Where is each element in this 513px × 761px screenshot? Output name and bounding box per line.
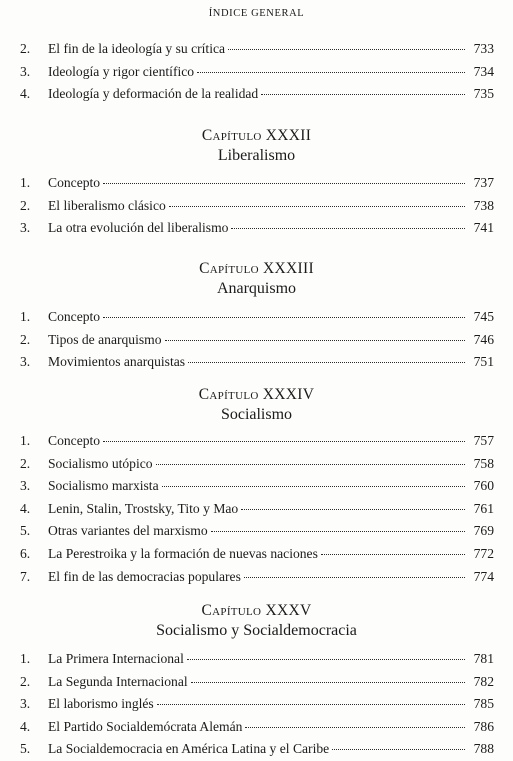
entry-number: 3. [20,354,31,370]
entry-title: Ideología y rigor científico [48,63,195,79]
entry-title: Socialismo marxista [48,478,159,494]
entry-title: Movimientos anarquistas [48,354,186,370]
entry-page: 733 [473,41,494,56]
dot-leader [228,49,465,50]
entry-title: Concepto [48,175,101,190]
entry-title: El fin de la ideología y su crítica [48,41,226,56]
dot-leader [156,464,465,465]
toc-entry [20,430,494,453]
chapter-title: Socialismo y Socialdemocracia [156,622,357,639]
chapter-heading [0,259,513,299]
toc-entry [20,648,494,671]
entry-number: 1. [20,309,31,324]
toc-entry [20,566,494,589]
running-head: ÍNDICE GENERAL [208,8,305,19]
entry-number: 4. [20,500,31,516]
entry-title: Tipos de anarquismo [48,331,162,347]
entry-number: 2. [20,197,31,213]
entry-page: 761 [473,500,494,516]
entry-page: 786 [473,718,494,734]
toc-entry [20,217,494,240]
entry-page: 772 [473,545,494,561]
entry-number: 3. [20,478,31,494]
chapter-heading [0,385,513,425]
chapter-label: Capítulo XXXIV [198,386,315,403]
toc-section [20,172,494,240]
entry-page: 746 [473,331,494,347]
toc-entry [20,329,494,352]
chapter-title: Anarquismo [216,280,297,297]
toc-section-continued [20,38,494,106]
dot-leader [321,554,465,555]
entry-page: 760 [473,478,494,494]
entry-page: 757 [473,433,494,448]
entry-page: 734 [473,63,494,79]
toc-entry [20,351,494,374]
entry-number: 4. [20,86,31,102]
entry-page: 741 [473,220,494,236]
dot-leader [191,682,465,683]
entry-title: Ideología y deformación de la realidad [48,86,259,102]
entry-title: La Socialdemocracia en América Latina y el Caribe [48,741,330,757]
toc-entry [20,520,494,543]
toc-entry [20,172,494,195]
dot-leader [103,441,465,442]
entry-number: 2. [20,455,31,471]
toc-entry [20,543,494,566]
toc-entry [20,83,494,106]
entry-title: La otra evolución del liberalismo [48,220,229,236]
toc-entry [20,693,494,716]
toc-entry [20,306,494,329]
entry-number: 6. [20,545,31,561]
entry-page: 745 [473,309,494,324]
entry-number: 1. [20,433,31,448]
toc-section [20,306,494,374]
toc-entry [20,498,494,521]
entry-number: 3. [20,696,31,712]
toc-entry [20,195,494,218]
chapter-label: Capítulo XXXIII [199,260,314,277]
entry-number: 1. [20,175,31,190]
dot-leader [165,340,465,341]
entry-number: 2. [20,41,31,56]
entry-page: 774 [473,568,494,584]
chapter-label: Capítulo XXXII [201,127,312,144]
chapter-title: Socialismo [220,406,293,423]
toc-entry [20,716,494,739]
entry-page: 785 [473,696,494,712]
entry-number: 3. [20,220,31,236]
entry-title: El Partido Socialdemócrata Alemán [48,718,243,734]
dot-leader [332,749,465,750]
entry-page: 751 [473,354,494,370]
toc-entry [20,453,494,476]
entry-title: El liberalismo clásico [48,197,166,213]
dot-leader [162,486,465,487]
dot-leader [103,183,465,184]
chapter-heading [0,601,513,641]
entry-number: 5. [20,741,31,757]
dot-leader [197,72,465,73]
dot-leader [231,228,465,229]
entry-title: Lenin, Stalin, Trostsky, Tito y Mao [48,500,239,516]
entry-title: El fin de las democracias populares [48,568,241,584]
entry-page: 735 [473,86,494,102]
entry-number: 3. [20,63,31,79]
dot-leader [245,727,465,728]
chapter-heading [0,126,513,166]
entry-number: 7. [20,568,31,584]
toc-entry [20,475,494,498]
entry-number: 2. [20,331,31,347]
entry-title: Socialismo utópico [48,455,153,471]
entry-title: La Segunda Internacional [48,673,188,689]
toc-entry [20,61,494,84]
dot-leader [244,577,465,578]
entry-number: 4. [20,718,31,734]
entry-title: El laborismo inglés [48,696,154,712]
dot-leader [188,362,465,363]
toc-entry [20,738,494,761]
entry-page: 782 [473,673,494,689]
dot-leader [241,509,465,510]
dot-leader [187,659,465,660]
dot-leader [211,531,465,532]
entry-page: 781 [473,651,494,666]
entry-page: 758 [473,455,494,471]
entry-title: Concepto [48,433,101,448]
entry-number: 2. [20,673,31,689]
entry-title: Concepto [48,309,101,324]
entry-number: 5. [20,523,31,539]
dot-leader [261,94,465,95]
toc-section [20,648,494,761]
entry-page: 737 [473,175,494,190]
entry-title: La Perestroika y la formación de nuevas naciones [48,545,318,561]
dot-leader [103,317,465,318]
dot-leader [157,704,465,705]
entry-number: 1. [20,651,31,666]
toc-entry [20,671,494,694]
entry-page: 769 [473,523,494,539]
entry-title: Otras variantes del marxismo [48,523,208,539]
toc-section [20,430,494,588]
entry-page: 788 [473,741,494,757]
chapter-title: Liberalismo [217,147,296,164]
toc-entry [20,38,494,61]
dot-leader [169,206,465,207]
chapter-label: Capítulo XXXV [201,602,312,619]
entry-page: 738 [473,197,494,213]
entry-title: La Primera Internacional [48,651,184,666]
